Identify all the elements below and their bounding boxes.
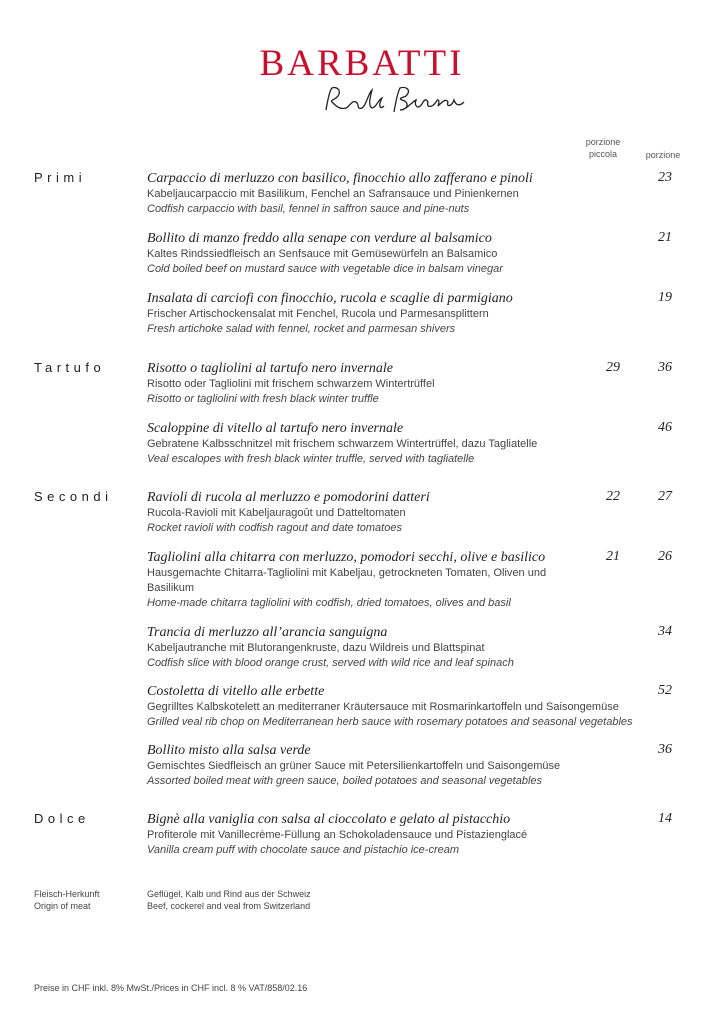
column-header-small-portion <box>578 136 628 160</box>
menu-item <box>147 683 667 730</box>
origin-label-english: Origin of meat <box>34 901 91 911</box>
item-desc-german: Profiterole mit Vanillecrème-Füllung an Schokoladensauce und Pistazienglacé <box>147 829 528 841</box>
item-name-italian: Bollito di manzo freddo alla senape con verdure al balsamico <box>147 231 492 246</box>
item-desc-german: Frischer Artischockensalat mit Fenchel, Rucola und Parmesansplittern <box>147 308 489 320</box>
price-footnote: Preise in CHF inkl. 8% MwSt./Prices in CHF incl. 8 % VAT/858/02.16 <box>34 983 308 993</box>
price-full: 19 <box>658 290 672 305</box>
origin-label-german: Fleisch-Herkunft <box>34 889 100 899</box>
item-name-italian: Insalata di carciofi con finocchio, rucola e scaglie di parmigiano <box>147 291 513 306</box>
menu-item <box>147 230 667 277</box>
price-full: 27 <box>658 489 672 504</box>
item-name-italian: Costoletta di vitello alle erbette <box>147 684 325 699</box>
item-desc-english: Cold boiled beef on mustard sauce with vegetable dice in balsam vinegar <box>147 263 503 275</box>
price-full: 26 <box>658 549 672 564</box>
item-name-italian: Bignè alla vaniglia con salsa al cioccolato e gelato al pistacchio <box>147 812 511 827</box>
item-desc-english: Assorted boiled meat with green sauce, boiled potatoes and seasonal vegetables <box>147 775 543 787</box>
item-name-italian: Tagliolini alla chitarra con merluzzo, pomodori secchi, olive e basilico <box>147 550 546 565</box>
menu-item <box>147 290 667 337</box>
item-name-italian: Risotto o tagliolini al tartufo nero invernale <box>147 361 394 376</box>
item-desc-german: Hausgemachte Chitarra-Tagliolini mit Kabeljau, getrockneten Tomaten, Oliven und Basilikum <box>147 567 547 594</box>
item-desc-english: Vanilla cream puff with chocolate sauce and pistachio ice-cream <box>147 844 460 856</box>
section-tartufo: Tartufo <box>34 360 106 375</box>
menu-item <box>147 742 667 789</box>
price-full: 14 <box>658 811 672 826</box>
section-secondi: Secondi <box>34 489 113 504</box>
item-desc-english: Fresh artichoke salad with fennel, rocket and parmesan shivers <box>147 323 456 335</box>
item-desc-german: Gebratene Kalbsschnitzel mit frischem schwarzem Wintertrüffel, dazu Tagliatelle <box>147 438 538 450</box>
item-desc-english: Codfish carpaccio with basil, fennel in saffron sauce and pine-nuts <box>147 203 470 215</box>
item-name-italian: Carpaccio di merluzzo con basilico, finocchio allo zafferano e pinoli <box>147 171 533 186</box>
menu-item <box>147 624 667 671</box>
price-full: 36 <box>658 360 672 375</box>
menu-item <box>147 811 667 858</box>
price-full: 21 <box>658 230 672 245</box>
item-desc-german: Risotto oder Tagliolini mit frischem schwarzem Wintertrüffel <box>147 378 435 390</box>
item-desc-german: Gegrilltes Kalbskotelett an mediterraner Kräutersauce mit Rosmarinkartoffeln und Saisongemüse <box>147 701 619 713</box>
item-desc-english: Risotto or tagliolini with fresh black winter truffle <box>147 393 379 405</box>
section-dolce: Dolce <box>34 811 90 826</box>
signature-logo <box>320 84 470 116</box>
item-name-italian: Ravioli di rucola al merluzzo e pomodorini datteri <box>147 490 430 505</box>
section-primi: Primi <box>34 170 87 185</box>
item-desc-english: Rocket ravioli with codfish ragout and date tomatoes <box>147 522 402 534</box>
item-desc-english: Codfish slice with blood orange crust, served with wild rice and leaf spinach <box>147 657 514 669</box>
price-full: 34 <box>658 624 672 639</box>
item-desc-german: Rucola-Ravioli mit Kabeljauragoût und Datteltomaten <box>147 507 406 519</box>
price-full: 23 <box>658 170 672 185</box>
origin-text-english: Beef, cockerel and veal from Switzerland <box>147 901 311 911</box>
column-header-small-line1: porzione <box>585 137 621 147</box>
item-name-italian: Trancia di merluzzo all’arancia sanguigna <box>147 625 388 640</box>
origin-text-german: Geflügel, Kalb und Rind aus der Schweiz <box>147 889 311 899</box>
price-small: 21 <box>606 549 620 564</box>
item-name-italian: Bollito misto alla salsa verde <box>147 743 311 758</box>
item-desc-german: Kaltes Rindssiedfleisch an Senfsauce mit Gemüsewürfeln an Balsamico <box>147 248 498 260</box>
menu-item <box>147 420 667 467</box>
item-desc-german: Gemischtes Siedfleisch an grüner Sauce mit Petersilienkartoffeln und Saisongemüse <box>147 760 561 772</box>
price-small: 22 <box>606 489 620 504</box>
origin-labels <box>34 888 100 912</box>
price-full: 46 <box>658 420 672 435</box>
price-full: 36 <box>658 742 672 757</box>
item-name-italian: Scaloppine di vitello al tartufo nero invernale <box>147 421 404 436</box>
column-header-small-line2: piccola <box>588 149 617 159</box>
item-desc-english: Grilled veal rib chop on Mediterranean herb sauce with rosemary potatoes and seasonal vegetables <box>147 716 633 728</box>
origin-texts <box>147 888 311 912</box>
item-desc-english: Home-made chitarra tagliolini with codfish, dried tomatoes, olives and basil <box>147 597 511 609</box>
price-full: 52 <box>658 683 672 698</box>
column-header-full-portion: porzione <box>645 150 681 160</box>
item-desc-german: Kabeljautranche mit Blutorangenkruste, dazu Wildreis und Blattspinat <box>147 642 485 654</box>
item-desc-german: Kabeljaucarpaccio mit Basilikum, Fenchel an Safransauce und Pinienkernen <box>147 188 519 200</box>
brand-logo: BARBATTI <box>259 43 465 84</box>
menu-item <box>147 170 667 217</box>
price-small: 29 <box>606 360 620 375</box>
item-desc-english: Veal escalopes with fresh black winter truffle, served with tagliatelle <box>147 453 475 465</box>
